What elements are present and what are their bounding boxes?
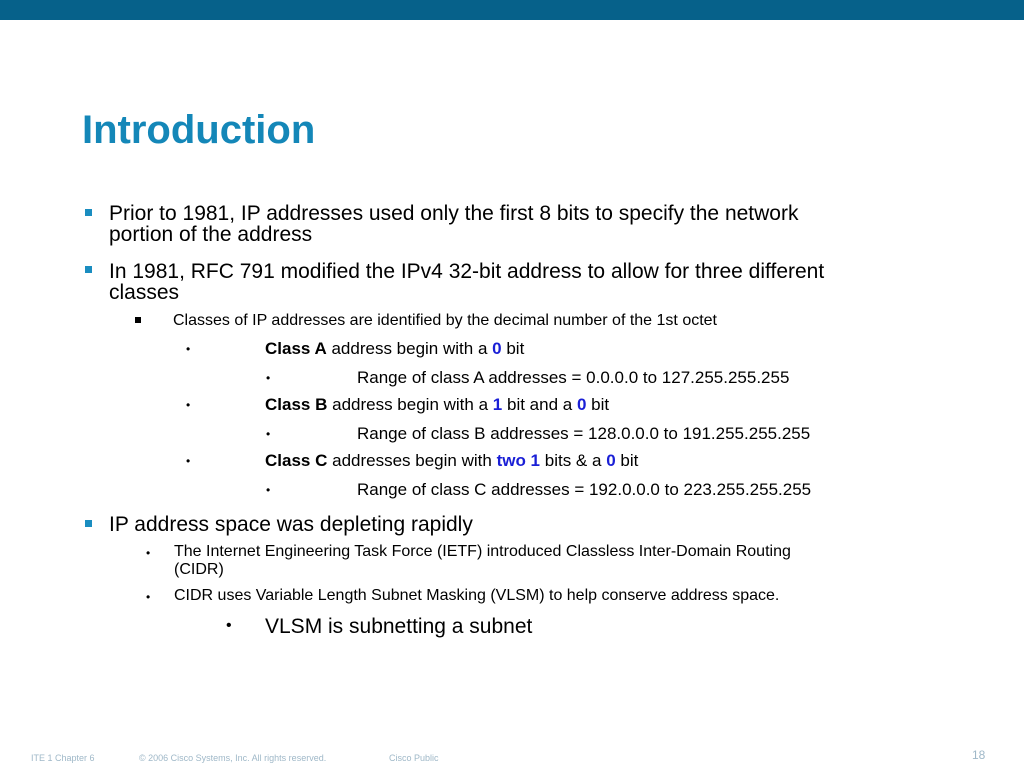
bullet-dot-icon: • (146, 590, 151, 604)
bullet-dot-icon: • (226, 617, 232, 634)
bullet-dot-icon: • (266, 483, 271, 497)
sub-bullet-classes: Classes of IP addresses are identified by the decimal number of the 1st octet (173, 312, 717, 329)
sub-bullet-ietf-a: The Internet Engineering Task Force (IETF) introduced Classless Inter-Domain Routing (174, 543, 791, 560)
sub-bullet-ietf-b: (CIDR) (174, 561, 224, 578)
bullet-text-3: IP address space was depleting rapidly (109, 513, 473, 536)
bullet-dot-icon: • (186, 454, 191, 468)
class-b-bit1: 1 (492, 395, 503, 414)
class-c-pre: addresses begin with (332, 451, 492, 470)
class-b-post: bit (591, 395, 610, 414)
bullet-dot-icon: • (146, 546, 151, 560)
class-b-name: Class B (265, 395, 328, 414)
footer-chapter: ITE 1 Chapter 6 (31, 753, 95, 763)
class-a-name: Class A (265, 339, 327, 358)
footer-copyright: © 2006 Cisco Systems, Inc. All rights reserved. (139, 753, 327, 763)
class-a-line (265, 339, 524, 358)
class-c-two: two 1 (496, 451, 541, 470)
bullet-text-2b: classes (109, 281, 180, 304)
top-banner (0, 0, 1024, 20)
sub-bullet-vlsm: VLSM is subnetting a subnet (265, 615, 533, 638)
class-a-bit: 0 (492, 339, 502, 358)
page-number: 18 (972, 748, 986, 762)
sub-bullet-cidr: CIDR uses Variable Length Subnet Masking (VLSM) to help conserve address space. (174, 587, 780, 604)
class-b-bit0: 0 (576, 395, 587, 414)
class-c-range: Range of class C addresses = 192.0.0.0 to 223.255.255.255 (357, 480, 812, 499)
footer-classification: Cisco Public (389, 753, 439, 763)
class-a-range: Range of class A addresses = 0.0.0.0 to 127.255.255.255 (357, 368, 790, 387)
small-square-bullet-icon (135, 317, 141, 323)
class-a-post: bit (506, 339, 525, 358)
bullet-dot-icon: • (266, 371, 271, 385)
bullet-text-1a: Prior to 1981, IP addresses used only the first 8 bits to specify the network (109, 202, 799, 225)
class-b-mid: bit and a (506, 395, 573, 414)
bullet-dot-icon: • (266, 427, 271, 441)
class-c-name: Class C (265, 451, 328, 470)
class-a-pre: address begin with a (331, 339, 488, 358)
bullet-text-2a: In 1981, RFC 791 modified the IPv4 32-bit address to allow for three different (109, 260, 825, 283)
square-bullet-icon (85, 266, 92, 273)
class-b-range: Range of class B addresses = 128.0.0.0 to 191.255.255.255 (357, 424, 811, 443)
class-b-line (265, 395, 609, 414)
square-bullet-icon (85, 520, 92, 527)
class-c-mid: bits & a (544, 451, 602, 470)
class-b-pre: address begin with a (332, 395, 489, 414)
class-c-post: bit (620, 451, 639, 470)
class-c-line (265, 451, 638, 470)
bullet-dot-icon: • (186, 398, 191, 412)
bullet-dot-icon: • (186, 342, 191, 356)
bullet-text-1b: portion of the address (109, 223, 313, 246)
square-bullet-icon (85, 209, 92, 216)
slide-title: Introduction (82, 108, 316, 152)
class-c-bit0: 0 (606, 451, 616, 470)
